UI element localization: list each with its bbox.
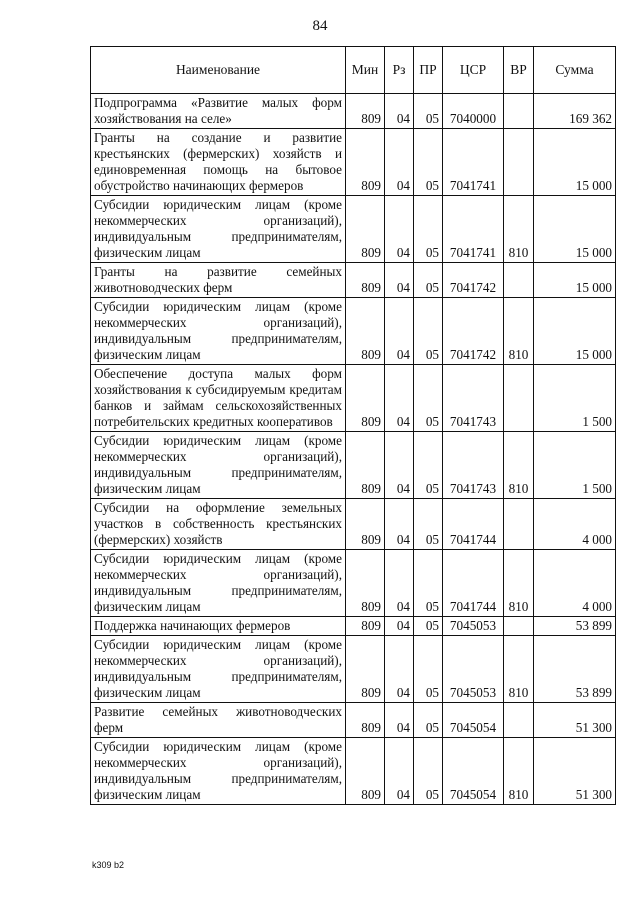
row-name-cell: Поддержка начинающих фермеров: [91, 617, 346, 636]
row-sum-cell: 1 500: [534, 365, 616, 432]
table-row: [91, 432, 616, 499]
row-vr-cell: [504, 499, 534, 550]
row-rz-cell: 04: [385, 298, 414, 365]
col-header-rz: Рз: [385, 47, 414, 94]
row-name-cell: Развитие семейных животноводческих ферм: [91, 703, 346, 738]
row-rz-cell: 04: [385, 432, 414, 499]
row-name-cell: Субсидии юридическим лицам (кроме некоммерческих организаций), индивидуальным предпринимателям, физическим лицам: [91, 738, 346, 805]
row-rz-cell: 04: [385, 365, 414, 432]
row-sum-cell: 15 000: [534, 129, 616, 196]
row-name-cell: Субсидии юридическим лицам (кроме некоммерческих организаций), индивидуальным предпринимателям, физическим лицам: [91, 196, 346, 263]
row-sum-cell: 53 899: [534, 617, 616, 636]
table-row: [91, 617, 616, 636]
row-name-cell: Субсидии юридическим лицам (кроме некоммерческих организаций), индивидуальным предпринимателям, физическим лицам: [91, 550, 346, 617]
row-rz-cell: 04: [385, 196, 414, 263]
page-number: 84: [312, 18, 328, 34]
row-csr-cell: 7045054: [443, 738, 504, 805]
row-rz-cell: 04: [385, 617, 414, 636]
row-min-cell: 809: [346, 432, 385, 499]
row-min-cell: 809: [346, 550, 385, 617]
row-rz-cell: 04: [385, 738, 414, 805]
table-row: [91, 263, 616, 298]
row-csr-cell: 7045053: [443, 617, 504, 636]
row-name-cell: Субсидии на оформление земельных участков в собственность крестьянских (фермерских) хозяйств: [91, 499, 346, 550]
row-pr-cell: 05: [414, 738, 443, 805]
row-name-cell: Гранты на развитие семейных животноводческих ферм: [91, 263, 346, 298]
row-csr-cell: 7041744: [443, 499, 504, 550]
row-csr-cell: 7045054: [443, 703, 504, 738]
row-vr-cell: 810: [504, 196, 534, 263]
row-csr-cell: 7045053: [443, 636, 504, 703]
row-vr-cell: [504, 365, 534, 432]
row-name-cell: Субсидии юридическим лицам (кроме некоммерческих организаций), индивидуальным предпринимателям, физическим лицам: [91, 432, 346, 499]
row-vr-cell: [504, 263, 534, 298]
row-sum-cell: 53 899: [534, 636, 616, 703]
table-row: [91, 298, 616, 365]
row-min-cell: 809: [346, 298, 385, 365]
row-rz-cell: 04: [385, 499, 414, 550]
row-min-cell: 809: [346, 129, 385, 196]
row-min-cell: 809: [346, 738, 385, 805]
row-csr-cell: 7041742: [443, 298, 504, 365]
row-pr-cell: 05: [414, 94, 443, 129]
row-sum-cell: 1 500: [534, 432, 616, 499]
row-sum-cell: 4 000: [534, 550, 616, 617]
table-row: [91, 196, 616, 263]
row-name-cell: Субсидии юридическим лицам (кроме некоммерческих организаций), индивидуальным предпринимателям, физическим лицам: [91, 636, 346, 703]
row-min-cell: 809: [346, 263, 385, 298]
row-pr-cell: 05: [414, 298, 443, 365]
row-vr-cell: [504, 703, 534, 738]
col-header-vr: ВР: [504, 47, 534, 94]
col-header-name: Наименование: [91, 47, 346, 94]
row-rz-cell: 04: [385, 703, 414, 738]
row-rz-cell: 04: [385, 550, 414, 617]
row-pr-cell: 05: [414, 263, 443, 298]
table-row: [91, 365, 616, 432]
row-rz-cell: 04: [385, 94, 414, 129]
row-min-cell: 809: [346, 703, 385, 738]
row-csr-cell: 7040000: [443, 94, 504, 129]
table-row: [91, 703, 616, 738]
row-rz-cell: 04: [385, 636, 414, 703]
row-pr-cell: 05: [414, 196, 443, 263]
col-header-pr: ПР: [414, 47, 443, 94]
row-sum-cell: 169 362: [534, 94, 616, 129]
row-pr-cell: 05: [414, 636, 443, 703]
row-csr-cell: 7041742: [443, 263, 504, 298]
row-name-cell: Субсидии юридическим лицам (кроме некоммерческих организаций), индивидуальным предпринимателям, физическим лицам: [91, 298, 346, 365]
row-pr-cell: 05: [414, 499, 443, 550]
table-row: [91, 738, 616, 805]
row-vr-cell: 810: [504, 298, 534, 365]
row-sum-cell: 15 000: [534, 196, 616, 263]
row-name-cell: Обеспечение доступа малых форм хозяйствования к субсидируемым кредитам банков и займам сельскохозяйственных потребительских кредитных кооперативов: [91, 365, 346, 432]
row-pr-cell: 05: [414, 129, 443, 196]
row-vr-cell: 810: [504, 636, 534, 703]
table-row: [91, 94, 616, 129]
row-min-cell: 809: [346, 365, 385, 432]
row-name-cell: Гранты на создание и развитие крестьянских (фермерских) хозяйств и единовременная помощь на бытовое обустройство начинающих фермеров: [91, 129, 346, 196]
row-vr-cell: [504, 129, 534, 196]
row-csr-cell: 7041743: [443, 365, 504, 432]
row-sum-cell: 15 000: [534, 298, 616, 365]
footer-code: k309 b2: [92, 860, 125, 870]
col-header-csr: ЦСР: [443, 47, 504, 94]
row-min-cell: 809: [346, 196, 385, 263]
table-row: [91, 550, 616, 617]
row-sum-cell: 15 000: [534, 263, 616, 298]
row-pr-cell: 05: [414, 365, 443, 432]
row-csr-cell: 7041744: [443, 550, 504, 617]
row-csr-cell: 7041743: [443, 432, 504, 499]
row-sum-cell: 51 300: [534, 703, 616, 738]
table-row: [91, 129, 616, 196]
row-pr-cell: 05: [414, 617, 443, 636]
row-sum-cell: 4 000: [534, 499, 616, 550]
row-vr-cell: 810: [504, 432, 534, 499]
row-min-cell: 809: [346, 617, 385, 636]
row-min-cell: 809: [346, 636, 385, 703]
row-name-cell: Подпрограмма «Развитие малых форм хозяйствования на селе»: [91, 94, 346, 129]
row-pr-cell: 05: [414, 432, 443, 499]
budget-table: [90, 46, 616, 805]
table-header-row: [91, 47, 616, 94]
row-vr-cell: 810: [504, 550, 534, 617]
row-rz-cell: 04: [385, 263, 414, 298]
row-sum-cell: 51 300: [534, 738, 616, 805]
row-vr-cell: [504, 94, 534, 129]
row-pr-cell: 05: [414, 550, 443, 617]
table-row: [91, 636, 616, 703]
row-vr-cell: 810: [504, 738, 534, 805]
row-csr-cell: 7041741: [443, 129, 504, 196]
col-header-sum: Сумма: [534, 47, 616, 94]
row-vr-cell: [504, 617, 534, 636]
row-min-cell: 809: [346, 94, 385, 129]
col-header-min: Мин: [346, 47, 385, 94]
row-min-cell: 809: [346, 499, 385, 550]
row-pr-cell: 05: [414, 703, 443, 738]
table-row: [91, 499, 616, 550]
row-rz-cell: 04: [385, 129, 414, 196]
row-csr-cell: 7041741: [443, 196, 504, 263]
